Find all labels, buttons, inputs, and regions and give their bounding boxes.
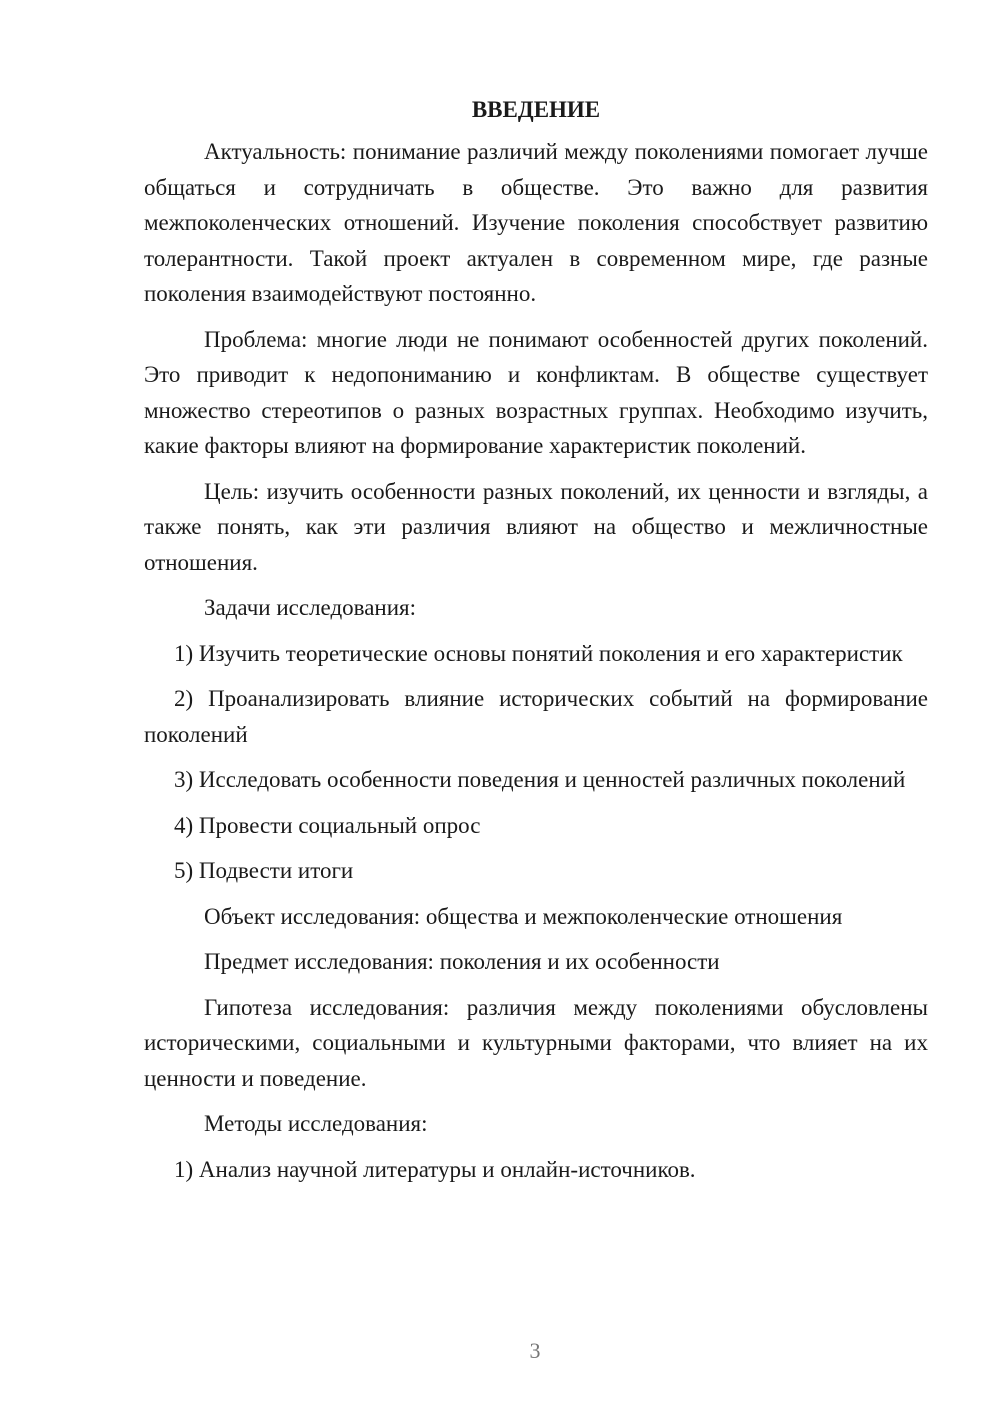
problem-paragraph: Проблема: многие люди не понимают особенностей других поколений. Это приводит к недопониманию и конфликтам. В обществе существует множество стереотипов о разных возрастных группах. Необходимо изучить, какие факторы влияют на формирование характеристик поколений. <box>144 326 928 458</box>
task-item-1: 1) Изучить теоретические основы понятий поколения и его характеристик <box>174 640 903 666</box>
page-title: ВВЕДЕНИЕ <box>471 97 601 122</box>
subject-statement: Предмет исследования: поколения и их особенности <box>204 949 720 974</box>
page-content <box>144 92 928 1197</box>
hypothesis-paragraph: Гипотеза исследования: различия между поколениями обусловлены историческими, социальными и культурными факторами, что влияет на их ценности и поведение. <box>144 994 928 1091</box>
goal-paragraph: Цель: изучить особенности разных поколений, их ценности и взгляды, а также понять, как эти различия влияют на общество и межличностные отношения. <box>144 478 928 575</box>
page-number: 3 <box>529 1338 541 1363</box>
relevance-paragraph: Актуальность: понимание различий между поколениями помогает лучше общаться и сотрудничать в обществе. Это важно для развития межпоколенческих отношений. Изучение поколения способствует развитию толерантности. Такой проект актуален в современном мире, где разные поколения взаимодействуют постоянно. <box>144 139 928 306</box>
task-item-5: 5) Подвести итоги <box>174 858 354 883</box>
method-item-1: 1) Анализ научной литературы и онлайн-источников. <box>174 1156 696 1182</box>
task-item-2: 2) Проанализировать влияние исторических событий на формирование поколений <box>144 686 928 747</box>
tasks-heading: Задачи исследования: <box>204 595 417 620</box>
task-item-3: 3) Исследовать особенности поведения и ценностей различных поколений <box>174 767 906 792</box>
object-statement: Объект исследования: общества и межпоколенческие отношения <box>204 903 843 929</box>
methods-heading: Методы исследования: <box>204 1111 428 1136</box>
task-item-4: 4) Провести социальный опрос <box>174 812 481 838</box>
